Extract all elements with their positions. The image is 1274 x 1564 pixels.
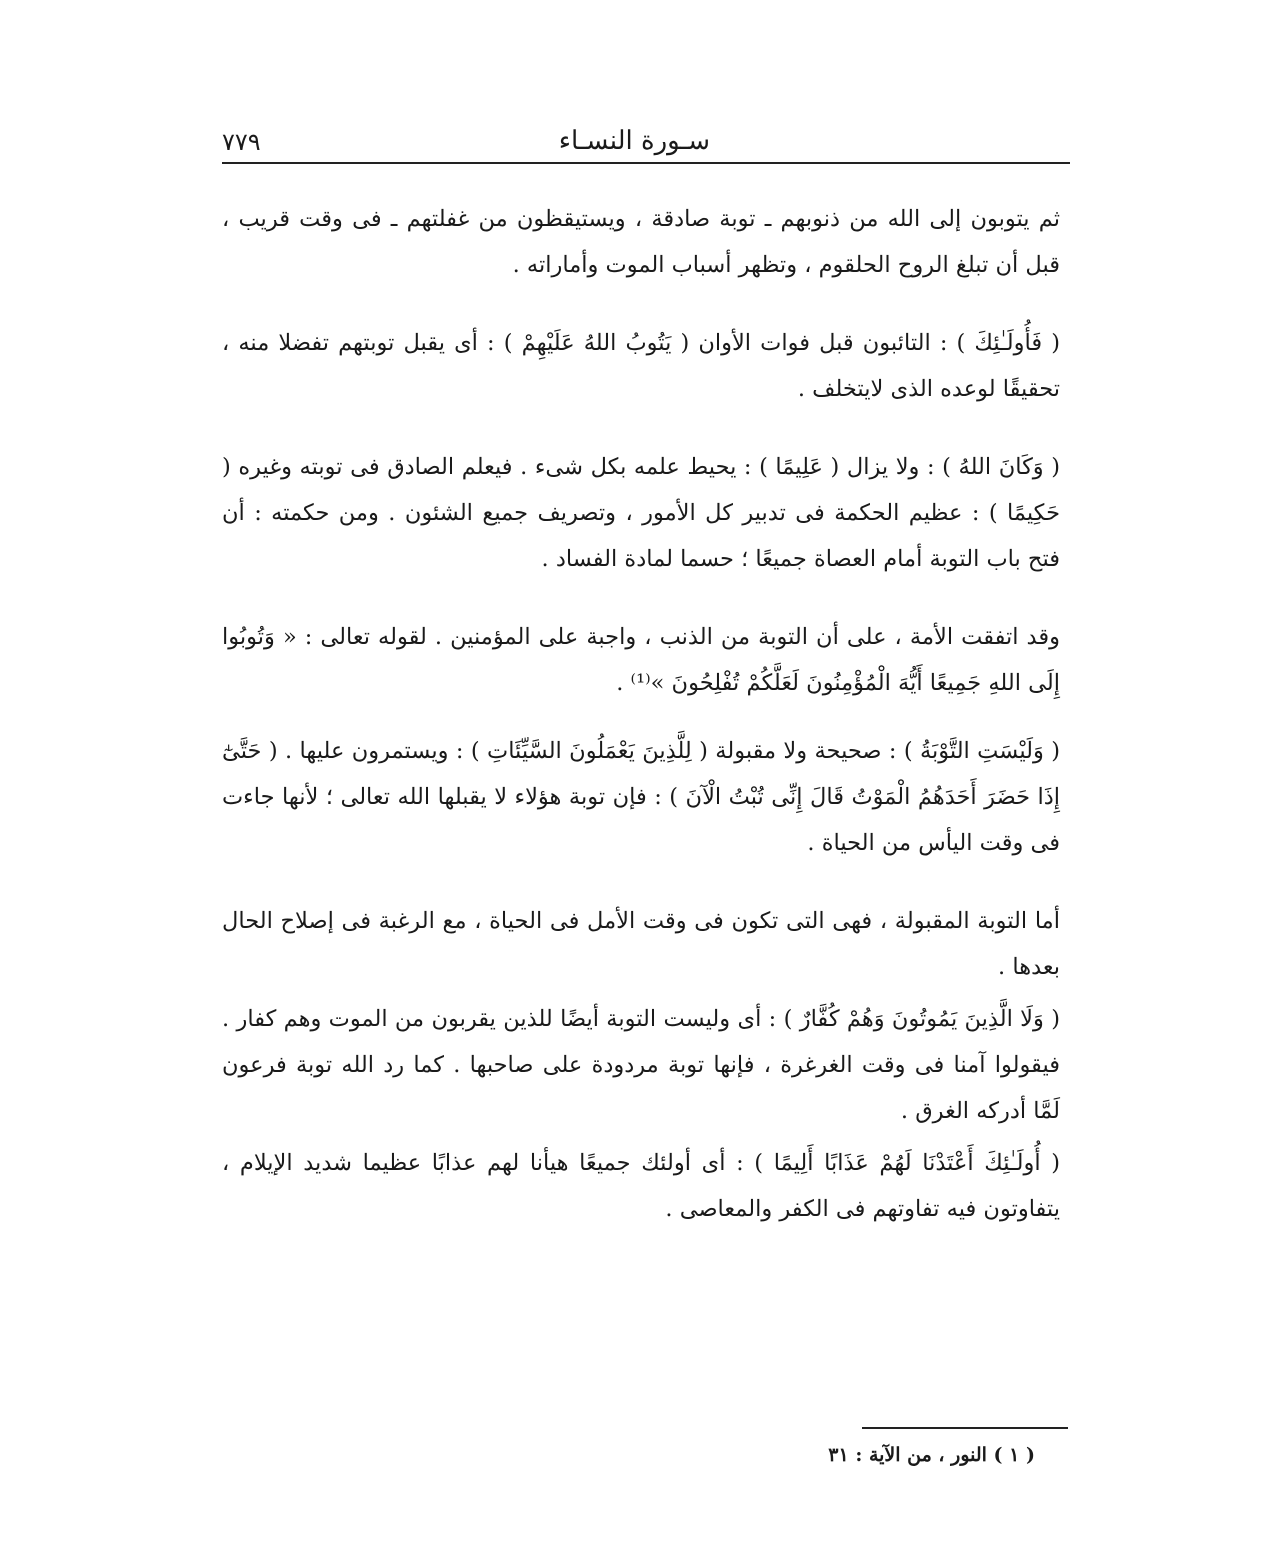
paragraph-4: وقد اتفقت الأمة ، على أن التوبة من الذنب ، واجبة على المؤمنين . لقوله تعالى : « وَتُوبُوا إِلَى اللهِ جَمِيعًا أَيُّهَ الْمُؤْمِنُونَ لَعَلَّكُمْ تُفْلِحُونَ »⁽¹⁾ .	[222, 624, 1060, 696]
paragraph-2: ( فَأُولَـٰئِكَ ) : التائبون قبل فوات الأوان ( يَتُوبُ اللهُ عَلَيْهِمْ ) : أى يقبل توبتهم تفضلا منه ، تحقيقًا لوعده الذى لايتخلف .	[222, 330, 1060, 402]
page-header	[222, 118, 1070, 162]
paragraph-1: ثم يتوبون إلى الله من ذنوبهم ـ توبة صادقة ، ويستيقظون من غفلتهم ـ فى وقت قريب ، قبل أن تبلغ الروح الحلقوم ، وتظهر أسباب الموت وأماراته .	[222, 206, 1060, 278]
page-number: ٧٧٩	[222, 128, 261, 156]
footnote: ( ١ ) النور ، من الآية : ٣١	[828, 1444, 1035, 1466]
paragraph-7: ( وَلَا الَّذِينَ يَمُوتُونَ وَهُمْ كُفَّارٌ ) : أى وليست التوبة أيضًا للذين يقربون من الموت وهم كفار . فيقولوا آمنا فى وقت الغرغرة ، فإنها توبة مردودة على صاحبها . كما رد الله توبة فرعون لَمَّا أدركه الغرق .	[222, 1006, 1060, 1124]
surah-title: سـورة النسـاء	[558, 126, 710, 156]
paragraph-8: ( أُولَـٰئِكَ أَعْتَدْنَا لَهُمْ عَذَابًا أَلِيمًا ) : أى أولئك جميعًا هيأنا لهم عذابًا عظيما شديد الإيلام ، يتفاوتون فيه تفاوتهم فى الكفر والمعاصى .	[222, 1150, 1060, 1222]
footnote-divider	[862, 1427, 1068, 1429]
paragraph-3: ( وَكَانَ اللهُ ) : ولا يزال ( عَلِيمًا ) : يحيط علمه بكل شىء . فيعلم الصادق فى توبته وغيره ( حَكِيمًا ) : عظيم الحكمة فى تدبير كل الأمور ، وتصريف جميع الشئون . ومن حكمته : أن فتح باب التوبة أمام العصاة جميعًا ؛ حسما لمادة الفساد .	[222, 454, 1060, 572]
header-divider	[222, 162, 1070, 164]
paragraph-5: ( وَلَيْسَتِ التَّوْبَةُ ) : صحيحة ولا مقبولة ( لِلَّذِينَ يَعْمَلُونَ السَّيِّئَاتِ ) : ويستمرون عليها . ( حَتَّىٰٓ إِذَا حَضَرَ أَحَدَهُمُ الْمَوْتُ قَالَ إِنِّى تُبْتُ الْآنَ ) : فإن توبة هؤلاء لا يقبلها الله تعالى ؛ لأنها جاءت فى وقت اليأس من الحياة .	[222, 738, 1060, 856]
paragraph-6: أما التوبة المقبولة ، فهى التى تكون فى وقت الأمل فى الحياة ، مع الرغبة فى إصلاح الحال بعدها .	[222, 908, 1060, 980]
page-body	[222, 196, 1060, 1232]
